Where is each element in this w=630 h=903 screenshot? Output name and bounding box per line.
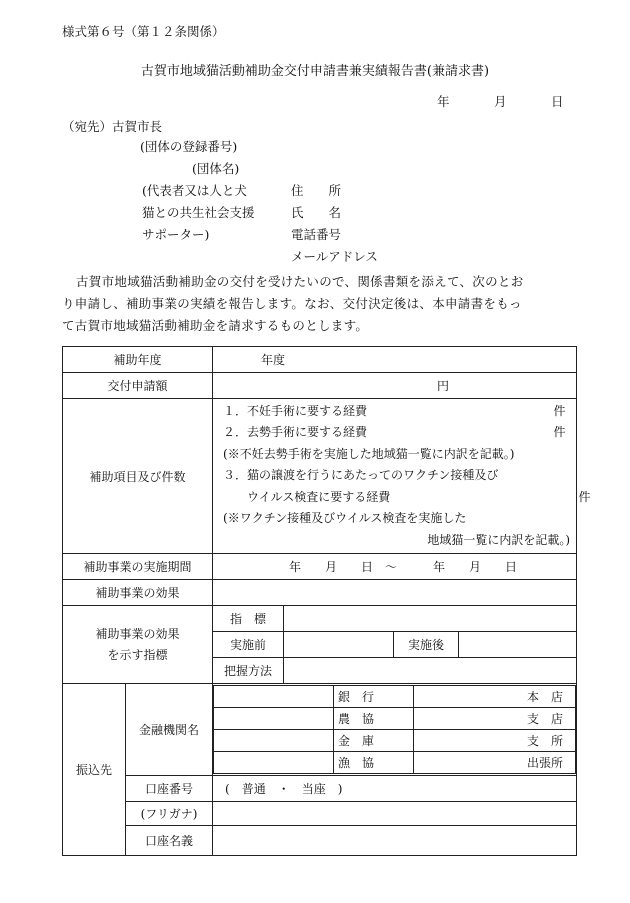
period-sep: ～ xyxy=(385,560,398,574)
bank-type-grid xyxy=(213,685,576,774)
bank-cell[interactable] xyxy=(213,684,577,776)
note-1: (※不妊去勢手術を実施した地域猫一覧に内訳を記載。) xyxy=(223,446,515,461)
period-cell[interactable] xyxy=(213,554,577,580)
rep-label-line1: (代表者又は人と犬 xyxy=(142,183,247,198)
indicator-label-line1: 補助事業の効果 xyxy=(95,626,180,641)
branch-type-sub: 支 所 xyxy=(414,730,576,752)
date-month: 月 xyxy=(494,94,507,109)
indicator-cell[interactable] xyxy=(284,606,577,632)
bank-type-fish: 漁 協 xyxy=(334,752,414,774)
rep-label-line3: サポーター) xyxy=(142,227,210,242)
fiscal-year-cell[interactable] xyxy=(213,347,577,373)
branch-type-office: 出張所 xyxy=(414,752,576,774)
furigana-cell[interactable] xyxy=(213,802,577,826)
body-line-3: て古賀市地域猫活動補助金を請求するものとします。 xyxy=(62,318,369,333)
before-label: 実施前 xyxy=(213,632,284,658)
account-name-label: 口座名義 xyxy=(126,826,213,856)
form-number: 様式第６号（第１２条関係） xyxy=(62,24,225,39)
org-reg-no-label: (団体の登録番号) xyxy=(140,139,238,154)
amount-label: 交付申請額 xyxy=(63,373,213,399)
period-to: 年 月 日 xyxy=(433,560,518,574)
indicator-label-line2: を示す指標 xyxy=(107,647,168,662)
account-type: ( 普通 ・ 当座 ) xyxy=(225,782,343,796)
bank-type-agri: 農 協 xyxy=(334,708,414,730)
branch-type-main: 本 店 xyxy=(414,686,576,708)
effect-cell[interactable] xyxy=(213,580,577,606)
fiscal-year-label: 補助年度 xyxy=(63,347,213,373)
body-line-1: 古賀市地域猫活動補助金の交付を受けたいので、関係書類を添えて、次のとお xyxy=(76,274,524,289)
rep-field-phone: 電話番号 xyxy=(291,227,342,242)
rep-field-name: 氏 名 xyxy=(291,205,342,220)
items-cell[interactable]: １．不妊手術に要する経費 件 ２．去勢手術に要する経費 件 (※不妊去勢手術を実施した地域猫一覧に内訳を記載。) ３．猫の譲渡を行うにあたってのワクチン接種及び ウイルス検査に要する経費 件 (※ワクチン接種及びウイルス検査を実施した 地域猫一覧に内訳を記載。) xyxy=(213,399,577,554)
body-paragraph xyxy=(62,271,572,337)
date-year: 年 xyxy=(437,94,450,109)
account-no-label: 口座番号 xyxy=(126,776,213,802)
after-label: 実施後 xyxy=(394,632,459,658)
date-day: 日 xyxy=(551,94,564,109)
effect-label: 補助事業の効果 xyxy=(63,580,213,606)
indicator-label xyxy=(63,606,213,684)
indicator-header: 指 標 xyxy=(213,606,284,632)
item-3-line1: ３．猫の譲渡を行うにあたってのワクチン接種及び xyxy=(223,468,499,483)
before-cell[interactable] xyxy=(284,632,394,658)
application-table xyxy=(62,346,591,856)
item-2-unit: 件 xyxy=(553,425,566,440)
bank-type-credit: 金 庫 xyxy=(334,730,414,752)
rep-label-line2: 猫との共生社会支援 xyxy=(142,205,255,220)
furigana-label: (フリガナ) xyxy=(126,802,213,826)
rep-field-address: 住 所 xyxy=(291,183,342,198)
item-1-unit: 件 xyxy=(553,403,566,418)
transfer-label: 振込先 xyxy=(63,684,126,856)
item-2: ２．去勢手術に要する経費 xyxy=(223,425,368,440)
note-2-line2: 地域猫一覧に内訳を記載。) xyxy=(427,532,571,547)
org-name-label: (団体名) xyxy=(192,161,240,176)
branch-type-branch: 支 店 xyxy=(414,708,576,730)
after-cell[interactable] xyxy=(459,632,577,658)
fiscal-year-unit: 年度 xyxy=(261,353,286,367)
method-cell[interactable] xyxy=(284,658,577,684)
body-line-2: り申請し、補助事業の実績を報告します。なお、交付決定後は、本申請書をもっ xyxy=(62,296,522,311)
item-1: １．不妊手術に要する経費 xyxy=(223,403,368,418)
rep-field-email: メールアドレス xyxy=(291,249,378,264)
bank-label: 金融機関名 xyxy=(126,684,213,776)
note-2-line1: (※ワクチン接種及びウイルス検査を実施した xyxy=(223,511,467,526)
item-3-line2: ウイルス検査に要する経費 xyxy=(247,489,391,504)
items-label: 補助項目及び件数 xyxy=(63,399,213,554)
method-label: 把握方法 xyxy=(213,658,284,684)
period-from: 年 月 日 xyxy=(289,560,374,574)
period-label: 補助事業の実施期間 xyxy=(63,554,213,580)
amount-unit: 円 xyxy=(437,379,450,393)
addressee: （宛先）古賀市長 xyxy=(62,119,163,134)
account-name-cell[interactable] xyxy=(213,826,577,856)
account-no-cell[interactable] xyxy=(213,776,577,802)
document-title: 古賀市地域猫活動補助金交付申請書兼実績報告書(兼請求書) xyxy=(140,64,490,79)
amount-cell[interactable] xyxy=(213,373,577,399)
bank-type-bank: 銀 行 xyxy=(334,686,414,708)
